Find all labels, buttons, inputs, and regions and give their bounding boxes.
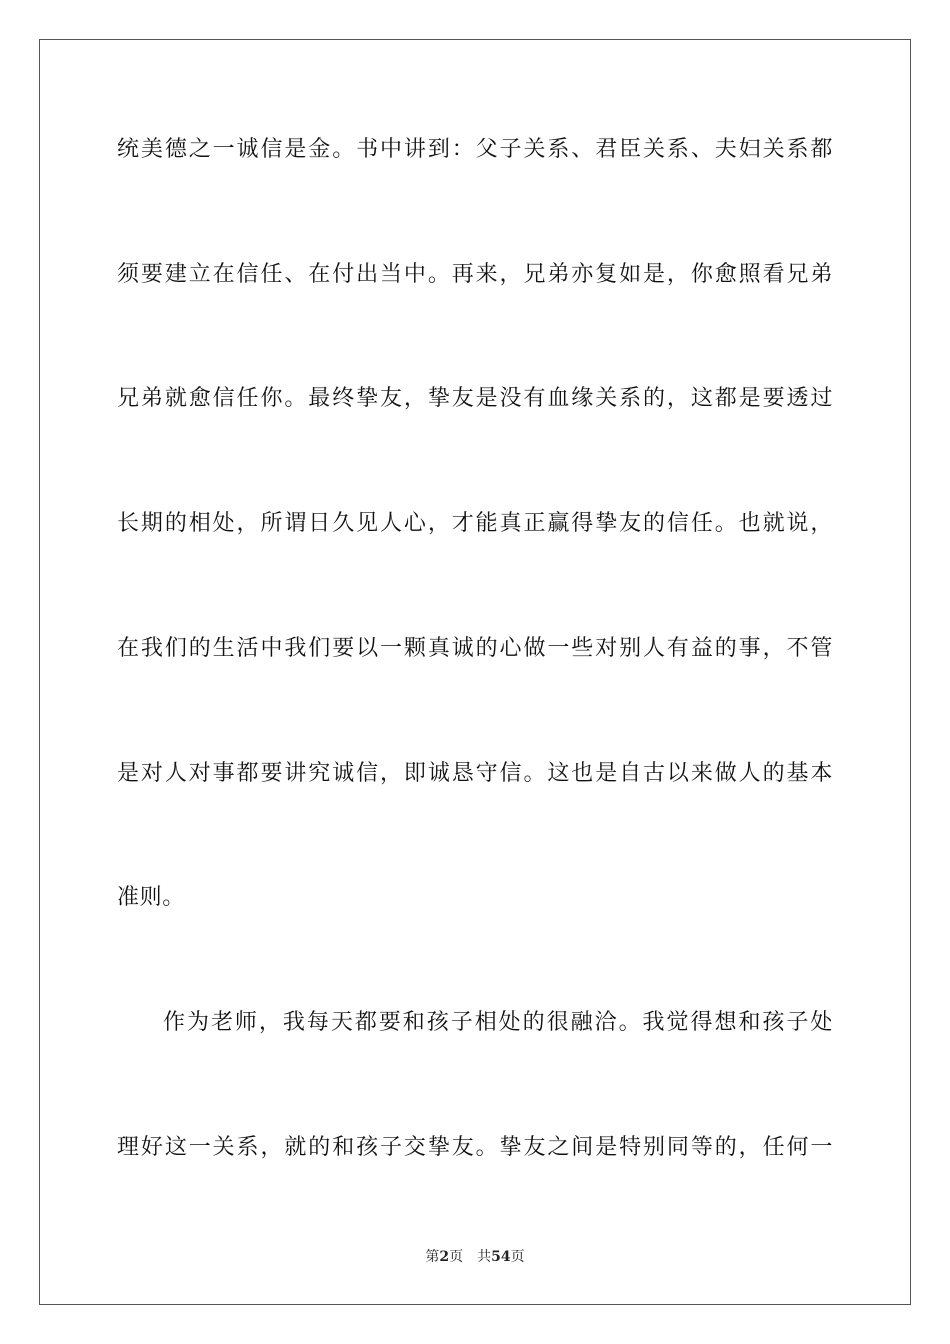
body-text-line-2: 须要建立在信任、在付出当中。再来，兄弟亦复如是，你愈照看兄弟 (117, 262, 833, 287)
body-text-line-6: 是对人对事都要讲究诚信，即诚恳守信。这也是自古以来做人的基本 (117, 761, 833, 786)
total-prefix: 共 (477, 1249, 492, 1265)
paragraph-first-line: 作为老师，我每天都要和孩子相处的很融洽。我觉得想和孩子处 (163, 1010, 833, 1035)
page-prefix: 第 (425, 1249, 440, 1265)
page-number: 2 (439, 1249, 450, 1265)
page-footer (0, 1247, 950, 1267)
body-text-line-7: 准则。 (117, 885, 185, 910)
body-text-line-9: 理好这一关系，就的和孩子交挚友。挚友之间是特别同等的，任何一 (117, 1135, 833, 1160)
total-pages: 54 (491, 1249, 511, 1265)
body-text-line-1: 统美德之一诚信是金。书中讲到：父子关系、君臣关系、夫妇关系都 (117, 137, 833, 162)
page-border (39, 39, 911, 1305)
body-text-line-3: 兄弟就愈信任你。最终挚友，挚友是没有血缘关系的，这都是要透过 (117, 386, 833, 411)
total-suffix: 页 (510, 1249, 525, 1265)
body-text-line-4: 长期的相处，所谓日久见人心，才能真正赢得挚友的信任。也就说， (117, 511, 833, 536)
page-suffix: 页 (449, 1249, 464, 1265)
body-text-line-5: 在我们的生活中我们要以一颗真诚的心做一些对别人有益的事，不管 (117, 636, 833, 661)
